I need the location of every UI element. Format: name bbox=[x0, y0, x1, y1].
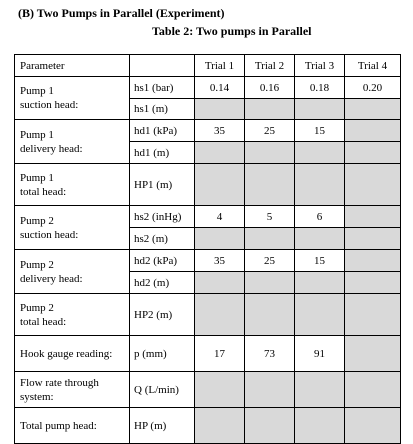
symbol-cell: hs1 (bar) bbox=[130, 77, 195, 99]
header-trial: Trial 3 bbox=[295, 55, 345, 77]
table-header-row bbox=[15, 55, 401, 77]
parameter-label bbox=[15, 206, 130, 250]
symbol-cell: hs1 (m) bbox=[130, 99, 195, 120]
trial-value-cell: 25 bbox=[245, 250, 295, 272]
trial-value-cell bbox=[295, 272, 345, 294]
trial-value-cell bbox=[195, 164, 245, 206]
trial-value-cell bbox=[295, 164, 345, 206]
trial-value-cell: 35 bbox=[195, 120, 245, 142]
table-row bbox=[15, 294, 401, 336]
trial-value-cell: 25 bbox=[245, 120, 295, 142]
parameter-label-line: Pump 2 bbox=[20, 258, 54, 271]
trial-value-cell bbox=[295, 408, 345, 444]
parameter-label-line: delivery head: bbox=[20, 272, 83, 285]
trial-value-cell bbox=[195, 294, 245, 336]
table-caption: Table 2: Two pumps in Parallel bbox=[152, 24, 312, 38]
trial-value-cell bbox=[245, 164, 295, 206]
trial-value-cell bbox=[295, 372, 345, 408]
trial-value-cell: 73 bbox=[245, 336, 295, 372]
table-row bbox=[15, 164, 401, 206]
table-row bbox=[15, 372, 401, 408]
trial-value-cell bbox=[345, 372, 401, 408]
trial-value-cell bbox=[245, 408, 295, 444]
parameter-label bbox=[15, 294, 130, 336]
trial-value-cell: 0.18 bbox=[295, 77, 345, 99]
parameter-label-line: total head: bbox=[20, 185, 67, 198]
trial-value-cell bbox=[245, 228, 295, 250]
trial-value-cell bbox=[245, 142, 295, 164]
trial-value-cell: 35 bbox=[195, 250, 245, 272]
symbol-cell: hs2 (m) bbox=[130, 228, 195, 250]
trial-value-cell bbox=[245, 272, 295, 294]
trial-value-cell bbox=[295, 294, 345, 336]
trial-value-cell bbox=[295, 142, 345, 164]
section-heading: (B) Two Pumps in Parallel (Experiment) bbox=[18, 6, 225, 20]
trial-value-cell bbox=[345, 250, 401, 272]
symbol-cell: hd1 (m) bbox=[130, 142, 195, 164]
parameter-label bbox=[15, 164, 130, 206]
data-table bbox=[14, 54, 401, 444]
trial-value-cell bbox=[245, 294, 295, 336]
trial-value-cell: 15 bbox=[295, 120, 345, 142]
trial-value-cell: 0.16 bbox=[245, 77, 295, 99]
parameter-label-line: Pump 2 bbox=[20, 214, 54, 227]
symbol-cell: hd2 (m) bbox=[130, 272, 195, 294]
header-symbol bbox=[130, 55, 195, 77]
table-row bbox=[15, 408, 401, 444]
parameter-label-line: Pump 2 bbox=[20, 301, 54, 314]
symbol-cell: hd2 (kPa) bbox=[130, 250, 195, 272]
symbol-cell: hs2 (inHg) bbox=[130, 206, 195, 228]
trial-value-cell bbox=[295, 99, 345, 120]
parameter-label-line: suction head: bbox=[20, 228, 79, 241]
trial-value-cell bbox=[245, 372, 295, 408]
parameter-label bbox=[15, 120, 130, 164]
parameter-label-line: total head: bbox=[20, 315, 67, 328]
header-trial: Trial 1 bbox=[195, 55, 245, 77]
trial-value-cell: 91 bbox=[295, 336, 345, 372]
trial-value-cell bbox=[345, 408, 401, 444]
parameter-label-line: delivery head: bbox=[20, 142, 83, 155]
trial-value-cell: 15 bbox=[295, 250, 345, 272]
trial-value-cell bbox=[195, 99, 245, 120]
parameter-label-line: Total pump head: bbox=[20, 419, 97, 432]
table-row bbox=[15, 336, 401, 372]
trial-value-cell bbox=[195, 272, 245, 294]
trial-value-cell bbox=[345, 120, 401, 142]
trial-value-cell bbox=[345, 294, 401, 336]
parameter-label-line: Pump 1 bbox=[20, 171, 54, 184]
trial-value-cell bbox=[345, 228, 401, 250]
header-parameter: Parameter bbox=[15, 55, 130, 77]
parameter-label-line: Hook gauge reading: bbox=[20, 347, 113, 360]
table-row bbox=[15, 250, 401, 272]
parameter-label-line: suction head: bbox=[20, 99, 79, 111]
trial-value-cell bbox=[195, 372, 245, 408]
parameter-label-line: system: bbox=[20, 390, 54, 403]
parameter-label bbox=[15, 250, 130, 294]
trial-value-cell bbox=[195, 142, 245, 164]
trial-value-cell: 0.20 bbox=[345, 77, 401, 99]
symbol-cell: HP2 (m) bbox=[130, 294, 195, 336]
trial-value-cell bbox=[195, 228, 245, 250]
trial-value-cell: 4 bbox=[195, 206, 245, 228]
trial-value-cell: 6 bbox=[295, 206, 345, 228]
parameter-label bbox=[15, 408, 130, 444]
parameter-label bbox=[15, 372, 130, 408]
trial-value-cell bbox=[345, 336, 401, 372]
parameter-label-line: Pump 1 bbox=[20, 128, 54, 141]
trial-value-cell bbox=[345, 206, 401, 228]
symbol-cell: HP (m) bbox=[130, 408, 195, 444]
trial-value-cell bbox=[345, 99, 401, 120]
parameter-label-line: Pump 1 bbox=[20, 85, 54, 97]
symbol-cell: Q (L/min) bbox=[130, 372, 195, 408]
header-trial: Trial 4 bbox=[345, 55, 401, 77]
trial-value-cell: 0.14 bbox=[195, 77, 245, 99]
table-row bbox=[15, 206, 401, 228]
trial-value-cell bbox=[295, 228, 345, 250]
trial-value-cell bbox=[195, 408, 245, 444]
symbol-cell: p (mm) bbox=[130, 336, 195, 372]
table-row bbox=[15, 77, 401, 99]
symbol-cell: HP1 (m) bbox=[130, 164, 195, 206]
trial-value-cell bbox=[345, 142, 401, 164]
trial-value-cell bbox=[345, 164, 401, 206]
trial-value-cell: 17 bbox=[195, 336, 245, 372]
table-row bbox=[15, 120, 401, 142]
header-trial: Trial 2 bbox=[245, 55, 295, 77]
trial-value-cell: 5 bbox=[245, 206, 295, 228]
trial-value-cell bbox=[345, 272, 401, 294]
symbol-cell: hd1 (kPa) bbox=[130, 120, 195, 142]
parameter-label bbox=[15, 77, 130, 120]
trial-value-cell bbox=[245, 99, 295, 120]
parameter-label bbox=[15, 336, 130, 372]
parameter-label-line: Flow rate through bbox=[20, 376, 99, 389]
